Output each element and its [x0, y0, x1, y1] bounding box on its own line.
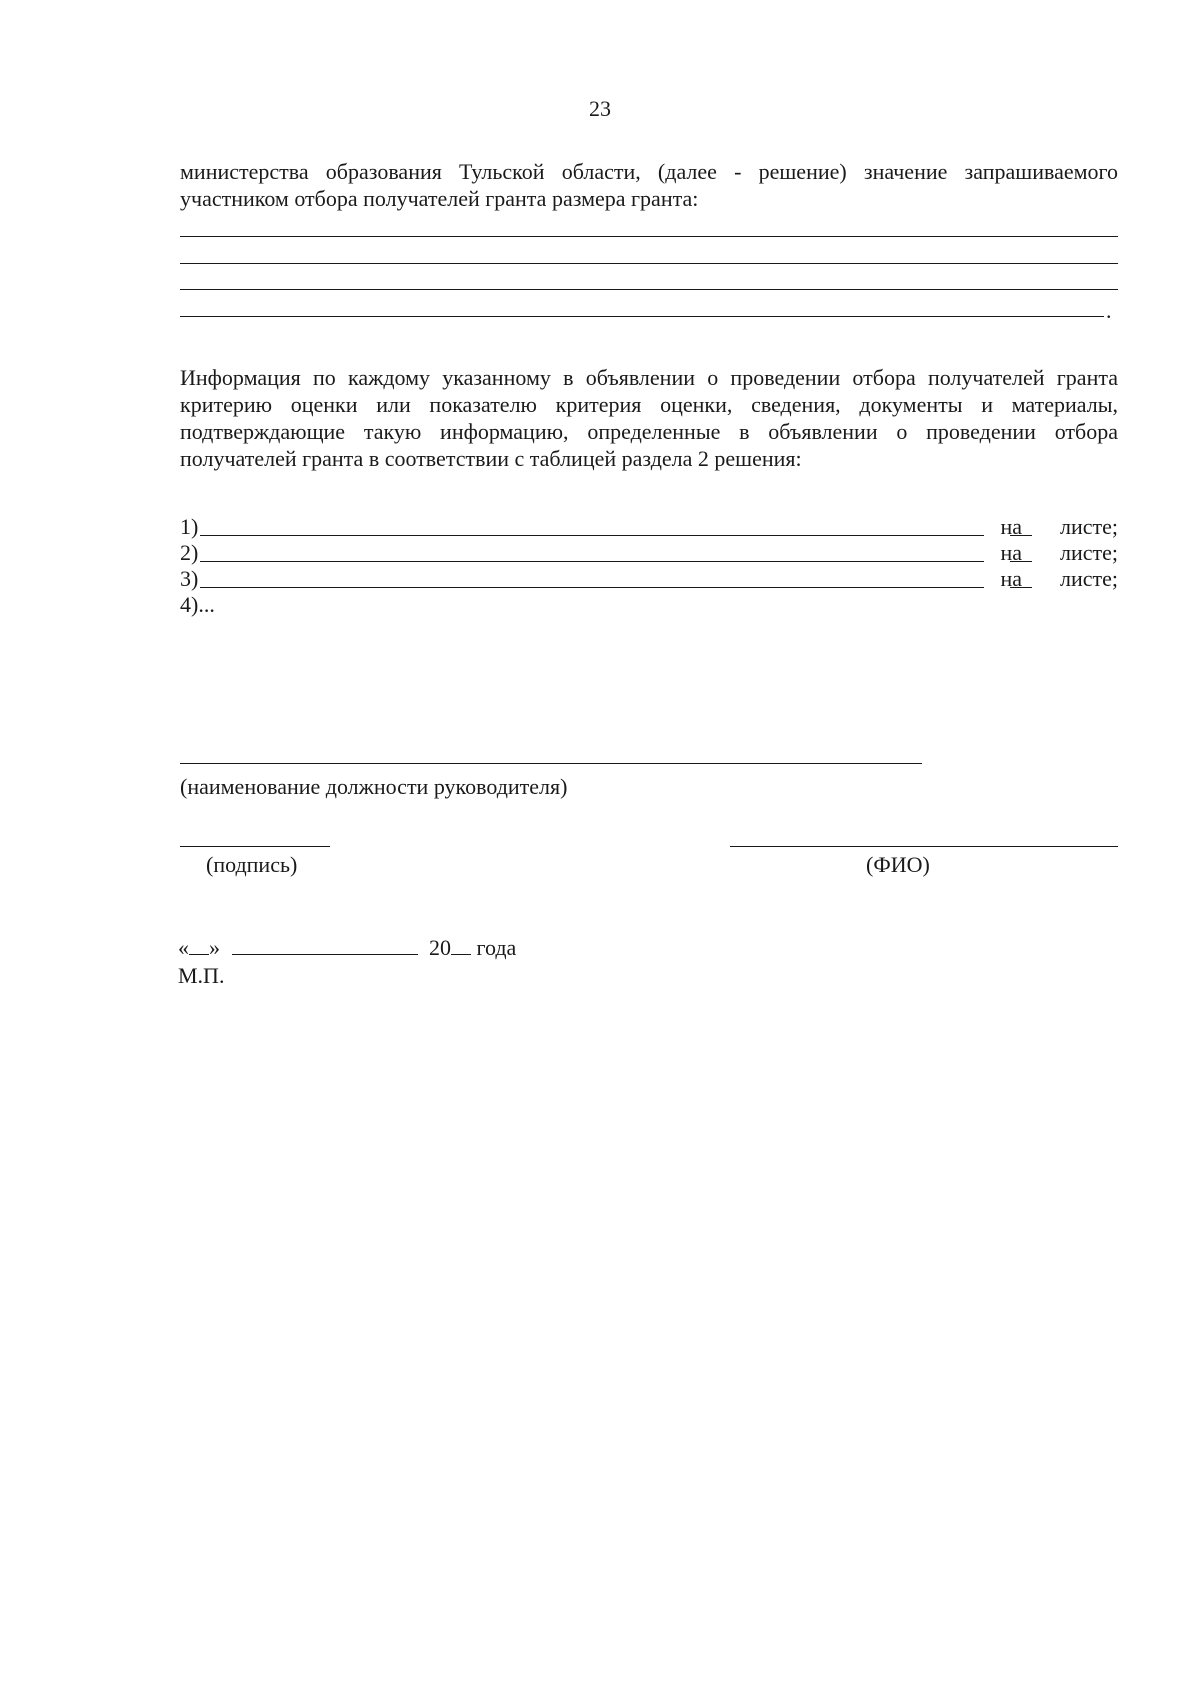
signature-blank-line [180, 846, 330, 847]
list-item-sheet-label: листе; [1059, 540, 1118, 565]
info-paragraph: Информация по каждому указанному в объявлении о проведении отбора получателей гранта критерию оценки или показателю критерия оценки, сведения, документы и материалы, подтверждающие такую информацию, определенные в объявлении о проведении отбора получателей гранта в соответствии с таблицей раздела 2 решения: [180, 365, 1118, 471]
date-close-quote: » [209, 935, 220, 960]
position-caption: (наименование должности руководителя) [180, 774, 568, 799]
year-suffix: года [476, 935, 517, 960]
intro-paragraph: министерства образования Тульской области, (далее - решение) значение запрашиваемого участником отбора получателей гранта размера гранта: [180, 159, 1118, 211]
list-item-sheet-label: листе; [1059, 566, 1118, 591]
list-item [180, 513, 1118, 540]
list-item-number: 3) [180, 566, 199, 591]
stamp-place-label: М.П. [178, 963, 225, 988]
list-item-on-label: на [1000, 514, 1022, 539]
list-item [180, 539, 1118, 566]
list-item-blank [200, 561, 984, 562]
grant-size-blank-line-4 [180, 316, 1104, 317]
month-blank [232, 936, 418, 955]
signature-caption: (подпись) [206, 852, 298, 877]
sheet-count-blank [1010, 535, 1032, 536]
list-item-on-label: на [1000, 540, 1022, 565]
fio-blank-line [730, 846, 1118, 847]
list-item-number: 4)... [180, 592, 215, 617]
list-item-blank [200, 587, 984, 588]
grant-size-blank-line-3 [180, 289, 1118, 290]
list-item-number: 2) [180, 540, 199, 565]
list-item-number: 1) [180, 514, 199, 539]
year-prefix: 20 [429, 935, 451, 960]
blank-end-mark: . [1106, 298, 1112, 323]
date-line [178, 934, 516, 961]
year-blank [451, 936, 471, 955]
list-item-blank [200, 535, 984, 536]
grant-size-blank-line-2 [180, 263, 1118, 264]
sheet-count-blank [1010, 561, 1032, 562]
list-item-more [180, 591, 1118, 618]
sheet-count-blank [1010, 587, 1032, 588]
list-item [180, 565, 1118, 592]
page-number: 23 [589, 96, 611, 121]
position-blank-line [180, 763, 922, 764]
fio-caption: (ФИО) [866, 852, 930, 877]
date-open-quote: « [178, 935, 189, 960]
grant-size-blank-line-1 [180, 236, 1118, 237]
day-blank [189, 936, 209, 955]
list-item-sheet-label: листе; [1059, 514, 1118, 539]
list-item-on-label: на [1000, 566, 1022, 591]
